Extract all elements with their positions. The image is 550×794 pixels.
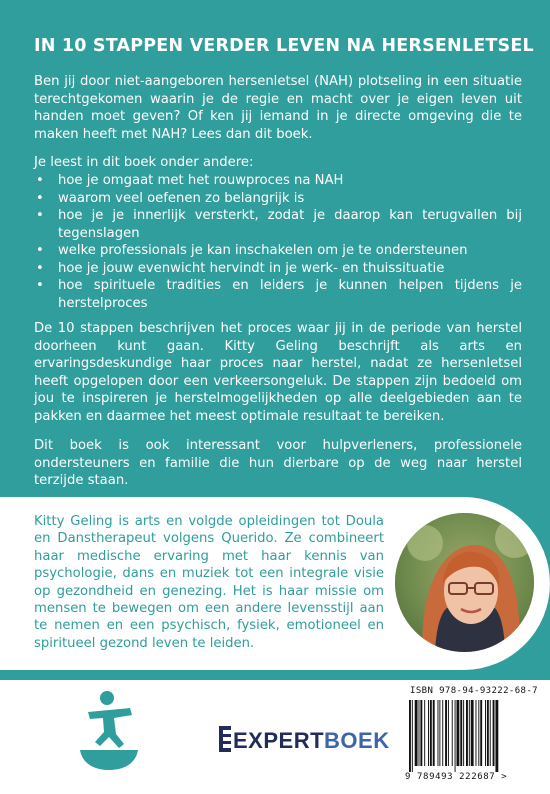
isbn-label: ISBN 978-94-93222-68-7 [410,686,539,696]
intro-paragraph: Ben jij door niet-aangeboren hersenletsel (NAH) plotseling in een situatie terechtgekomen waarin je de regie en macht over je eigen leven uit handen moet geven? Of ken jij iemand in je directe omgeving die te maken heeft met NAH? Lees dan dit boek. [34,74,522,142]
barcode-bar [412,700,413,772]
barcode-bar [471,700,474,766]
publisher-name-part2: BOEK [324,728,390,753]
audience-paragraph: Dit boek is ook interessant voor hulpverleners, professionele ondersteuners en familie die hun dierbare op de weg naar herstel terzijde staan. [34,438,522,488]
list-intro: Je leest in dit boek onder andere: [34,155,254,170]
barcode-bar [457,700,460,766]
barcode-bar [428,700,429,766]
list-item: • waarom veel oefenen zo belangrijk is [36,190,305,206]
barcode-bar [438,700,439,766]
barcode-bar [490,700,491,766]
author-bio: Kitty Geling is arts en volgde opleidingen tot Doula en Danstherapeut volgens Querido. Ze combineert haar medische ervaring met haar kennis van psychologie, dans en muziek tot een integrale visie op gezondheid en genezing. Het is haar missie om mensen te bewegen om een andere levensstijl aan te nemen en een psychisch, fysiek, emotioneel en spiritueel gezond leven te leiden. [34,514,384,651]
barcode-bar [442,700,443,766]
barcode-bar [495,700,498,772]
barcode-bar [478,700,479,766]
publisher-name-part1: EXPERT [233,728,325,753]
barcode-bar [466,700,468,766]
person-on-balance-board-icon [74,684,144,774]
list-item: • welke professionals je kan inschakelen om je te ondersteunen [36,243,468,258]
barcode-bar [419,700,420,766]
barcode-bar [480,700,482,766]
publisher-logo [219,724,389,754]
barcode-bar [463,700,464,766]
barcode-bar [476,700,477,766]
bullet-icon: • [36,278,44,293]
barcode-icon [405,698,537,772]
barcode-bar [493,700,495,766]
barcode-bar [433,700,435,766]
barcode-bar [460,700,462,766]
barcode-bar [430,700,432,766]
barcode-bar [469,700,470,766]
list-item: • hoe je omgaat met het rouwproces na NAH [36,173,344,188]
barcode-bar [420,700,422,766]
process-paragraph: De 10 stappen beschrijven het proces waar jij in de periode van herstel doorheen kunt gaan. Kitty Geling beschrijft als arts en ervaringsdeskundige haar proces naar herstel, nadat ze hersenletsel heeft opgelopen door een verkeersongeluk. De stappen zijn bedoeld om jou te inspireren je herstelmogelijkheden op alle deelgebieden aan te pakken en daarmee het meest optimale resultaat te bereiken. [34,321,522,424]
barcode-bar [485,700,486,766]
author-portrait-photo [392,510,537,655]
bullet-icon: • [36,260,44,276]
barcode-bar [487,700,489,766]
barcode-bar [445,700,447,766]
bullet-icon: • [36,173,44,188]
bullet-icon: • [36,208,44,223]
barcode-bar [455,700,456,772]
book-title: IN 10 STAPPEN VERDER LEVEN NA HERSENLETSEL [34,36,534,56]
list-item: • hoe spirituele tradities en leiders je kunnen helpen tijdens je herstelproces [36,278,522,311]
bullet-icon: • [36,190,44,206]
barcode-bar [409,700,411,772]
barcode-bar [439,700,440,766]
list-item: • hoe je je innerlijk versterkt, zodat je daarop kan terugvallen bij tegenslagen [36,208,522,241]
topic-list [34,172,522,312]
barcode [405,698,537,782]
author-portrait-icon [395,513,537,655]
bullet-icon: • [36,243,44,258]
barcode-digits: 9 789493 222687 > [405,772,508,782]
list-item: • hoe je jouw evenwicht hervindt in je werk- en thuissituatie [36,260,445,276]
barcode-bar [448,700,449,766]
barcode-bar [424,700,425,766]
barcode-bar [415,700,418,766]
barcode-bar [452,700,453,766]
